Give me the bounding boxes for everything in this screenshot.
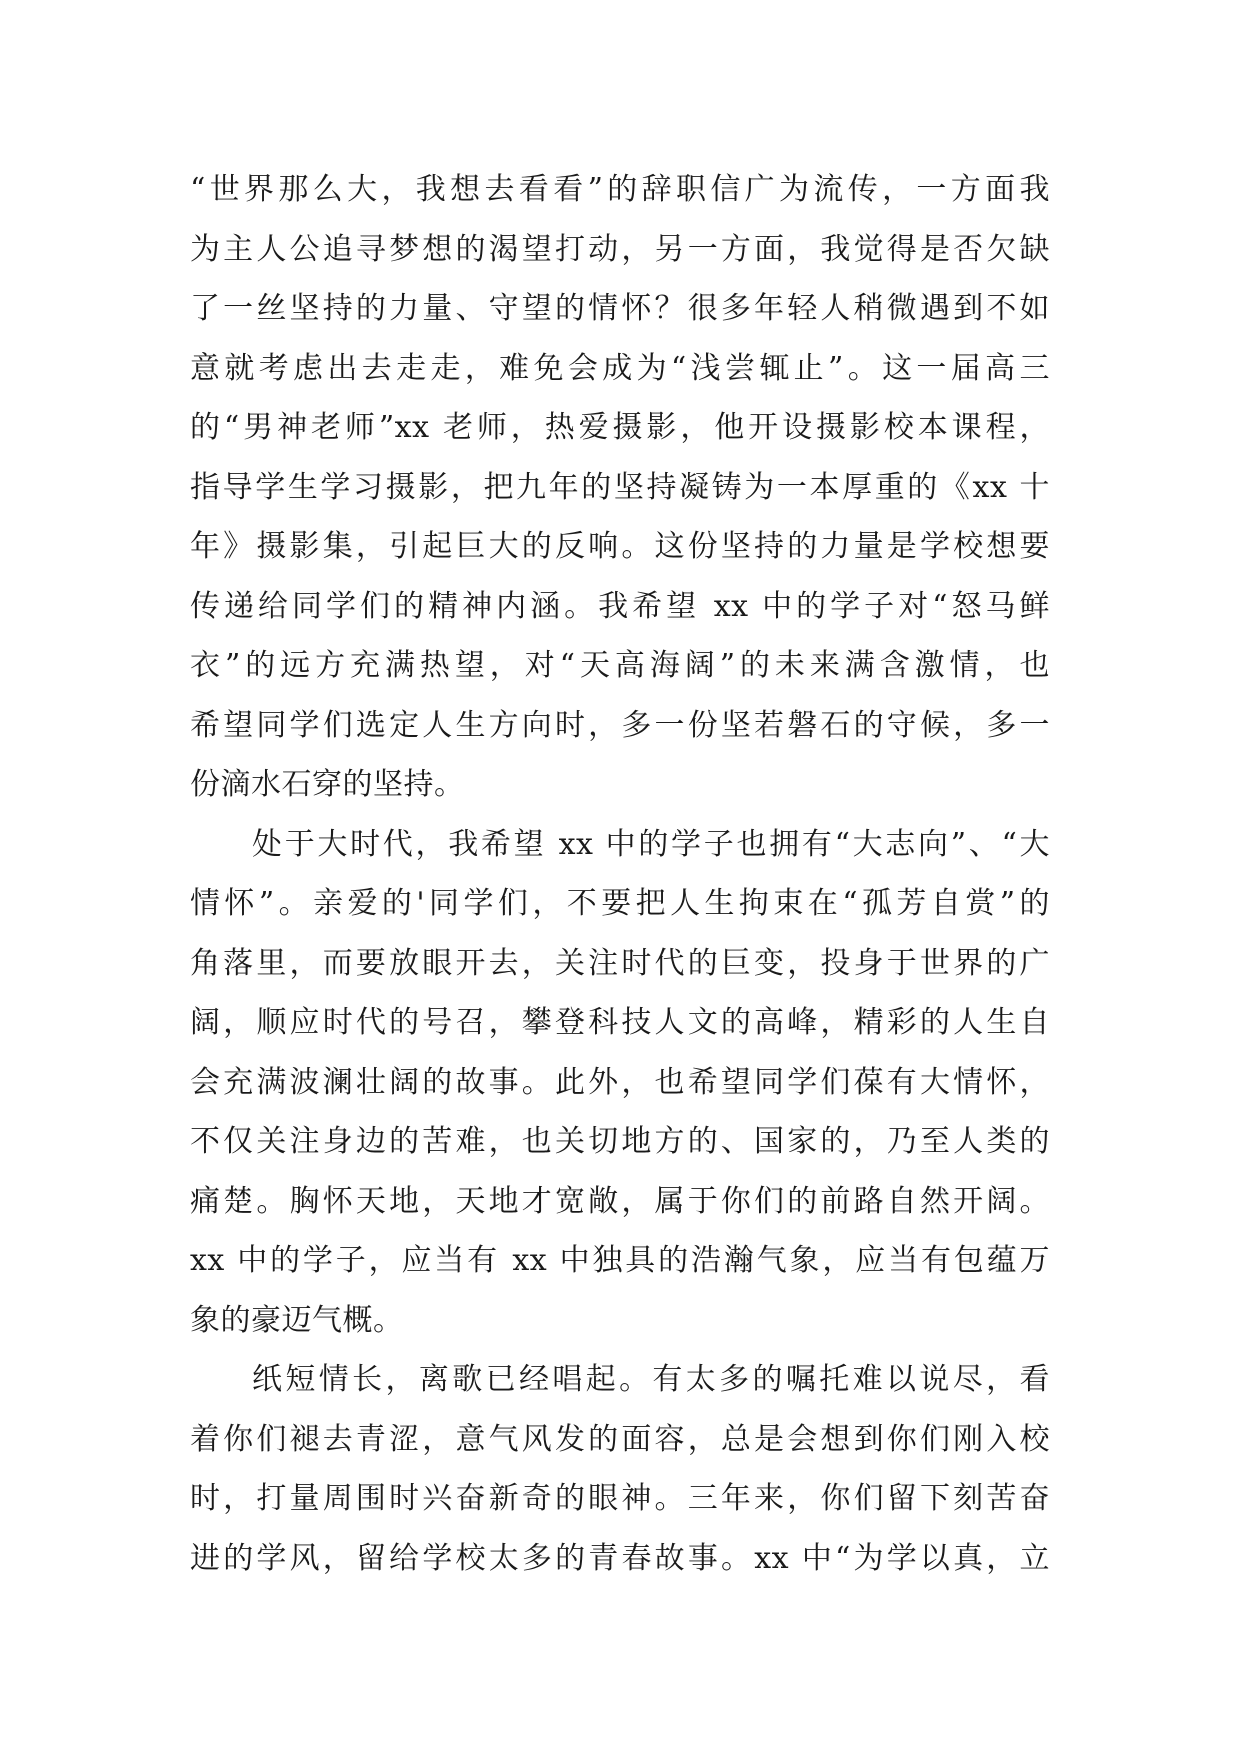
text-line: 痛楚。胸怀天地，天地才宽敞，属于你们的前路自然开阔。 [190, 1183, 1050, 1219]
text-line: 意就考虑出去走走，难免会成为“浅尝辄止”。这一届高三 [190, 350, 1050, 386]
text-line: 衣”的远方充满热望，对“天高海阔”的未来满含激情，也 [190, 648, 1050, 683]
text-line: 传递给同学们的精神内涵。我希望 xx 中的学子对“怒马鲜 [190, 588, 1050, 624]
text-line: 角落里，而要放眼开去，关注时代的巨变，投身于世界的广 [190, 945, 1050, 981]
text-line: 不仅关注身边的苦难，也关切地方的、国家的，乃至人类的 [190, 1124, 1050, 1159]
text-line: 了一丝坚持的力量、守望的情怀？很多年轻人稍微遇到不如 [190, 291, 1050, 326]
paragraph-start-line: 处于大时代，我希望 xx 中的学子也拥有“大志向”、“大 [252, 826, 1050, 862]
text-line: 会充满波澜壮阔的故事。此外，也希望同学们葆有大情怀， [190, 1064, 1050, 1100]
text-line: xx 中的学子，应当有 xx 中独具的浩瀚气象，应当有包蕴万 [190, 1243, 1050, 1278]
text-line: 阔，顺应时代的号召，攀登科技人文的高峰，精彩的人生自 [190, 1005, 1050, 1040]
text-line: 时，打量周围时兴奋新奇的眼神。三年来，你们留下刻苦奋 [190, 1481, 1050, 1516]
text-line: 情怀”。亲爱的'同学们，不要把人生拘束在“孤芳自赏”的 [190, 886, 1050, 921]
text-line: 份滴水石穿的坚持。 [190, 767, 465, 802]
text-line: 象的豪迈气概。 [190, 1302, 404, 1338]
text-line: 的“男神老师”xx 老师，热爱摄影，他开设摄影校本课程， [190, 410, 1050, 445]
text-line: 希望同学们选定人生方向时，多一份坚若磐石的守候，多一 [190, 707, 1050, 743]
text-line: 为主人公追寻梦想的渴望打动，另一方面，我觉得是否欠缺 [190, 231, 1050, 267]
text-line: “世界那么大，我想去看看”的辞职信广为流传，一方面我 [190, 172, 1050, 207]
text-line: 着你们褪去青涩，意气风发的面容，总是会想到你们刚入校 [190, 1421, 1050, 1457]
text-line: 进的学风，留给学校太多的青春故事。xx 中“为学以真，立 [190, 1540, 1050, 1576]
paragraph-start-line: 纸短情长，离歌已经唱起。有太多的嘱托难以说尽，看 [252, 1362, 1050, 1397]
body-text [190, 160, 1050, 1588]
text-line: 指导学生学习摄影，把九年的坚持凝铸为一本厚重的《xx 十 [190, 469, 1050, 505]
text-line: 年》摄影集，引起巨大的反响。这份坚持的力量是学校想要 [190, 529, 1050, 564]
